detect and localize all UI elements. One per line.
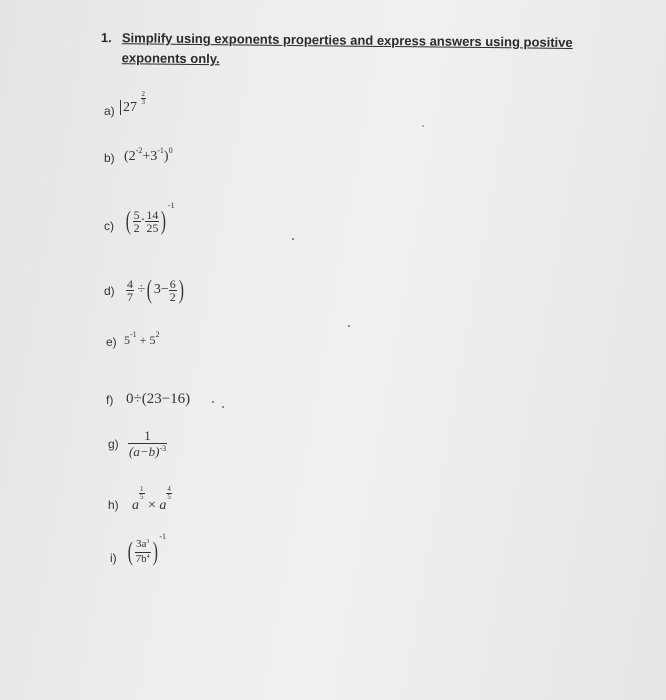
paper-speck <box>422 125 424 127</box>
exponent: -1 <box>157 146 164 155</box>
minus-sign: − <box>160 282 169 298</box>
exponent: 4 <box>146 553 150 560</box>
fraction <box>145 209 159 234</box>
problem-label: c) <box>104 219 114 233</box>
question-instruction: Simplify using exponents properties and express answers using positive exponents only. <box>121 30 573 67</box>
exponent-denominator: 3 <box>141 98 145 107</box>
exponent-fraction <box>139 486 145 501</box>
problem-label: h) <box>108 498 119 512</box>
exponent-fraction <box>141 91 147 106</box>
base: 5 <box>124 333 130 347</box>
denominator: 25 <box>146 220 159 235</box>
exponent: -1 <box>159 532 167 542</box>
base: 27 <box>120 100 137 115</box>
question-number: 1. <box>100 29 112 46</box>
term: (2 <box>124 149 136 164</box>
fraction <box>133 209 141 234</box>
plus-sign: + <box>139 333 147 347</box>
exponent: 3 <box>146 538 150 545</box>
exponent: -1 <box>130 330 137 339</box>
open-paren: ( <box>127 537 133 566</box>
paper-speck <box>212 401 214 403</box>
numerator: 5 <box>133 207 140 222</box>
exponent: -2 <box>135 146 143 155</box>
paper-speck <box>348 325 350 327</box>
numerator-base: 3a <box>135 537 147 550</box>
problem-label: f) <box>106 393 114 407</box>
exponent-numerator: 4 <box>167 485 171 494</box>
denominator-base: (a−b) <box>129 444 160 459</box>
problem-label: a) <box>104 104 115 118</box>
open-paren: ( <box>146 275 153 304</box>
denominator: 2 <box>169 289 176 304</box>
denominator: 2 <box>133 220 140 235</box>
paper-speck <box>222 406 224 408</box>
denominator <box>135 553 151 567</box>
problem-label: g) <box>108 437 119 451</box>
multiply-dot: · <box>140 213 146 229</box>
divide-sign: ÷ <box>137 282 146 298</box>
exponent-denominator: 5 <box>167 493 171 502</box>
base: 5 <box>149 333 156 347</box>
fraction <box>135 538 151 567</box>
base: a <box>159 498 167 513</box>
open-paren: ( <box>125 206 131 235</box>
exponent: 0 <box>168 146 173 155</box>
term: +3 <box>142 149 158 164</box>
exponent: 2 <box>155 330 160 339</box>
term: 3 <box>153 282 161 298</box>
times-sign: × <box>148 498 156 513</box>
close-paren: ) <box>152 537 158 566</box>
question-heading <box>100 28 581 67</box>
exponent-numerator: 1 <box>140 485 144 494</box>
denominator: 7 <box>127 289 133 304</box>
problem-label: b) <box>104 151 115 165</box>
close-paren: ) <box>161 206 167 235</box>
exponent-denominator: 5 <box>140 493 144 502</box>
numerator <box>135 538 151 553</box>
fraction <box>169 278 177 303</box>
numerator: 1 <box>128 428 167 444</box>
expression: 0÷(23−16) <box>126 391 191 407</box>
paper-speck <box>292 238 294 240</box>
denominator <box>128 444 167 461</box>
base: a <box>132 498 139 513</box>
close-paren: ) <box>163 149 169 164</box>
exponent: -1 <box>168 201 175 211</box>
denominator-base: 7b <box>135 552 147 565</box>
close-paren: ) <box>178 275 184 304</box>
fraction <box>128 428 167 461</box>
exponent: -3 <box>159 444 167 453</box>
numerator: 14 <box>146 207 159 222</box>
numerator: 4 <box>127 276 133 291</box>
problem-label: i) <box>110 551 117 565</box>
numerator: 6 <box>169 276 176 291</box>
problem-label: e) <box>106 335 117 349</box>
fraction <box>126 278 134 303</box>
exponent-fraction <box>166 486 172 501</box>
problem-label: d) <box>104 284 115 298</box>
exponent-numerator: 2 <box>141 90 145 99</box>
